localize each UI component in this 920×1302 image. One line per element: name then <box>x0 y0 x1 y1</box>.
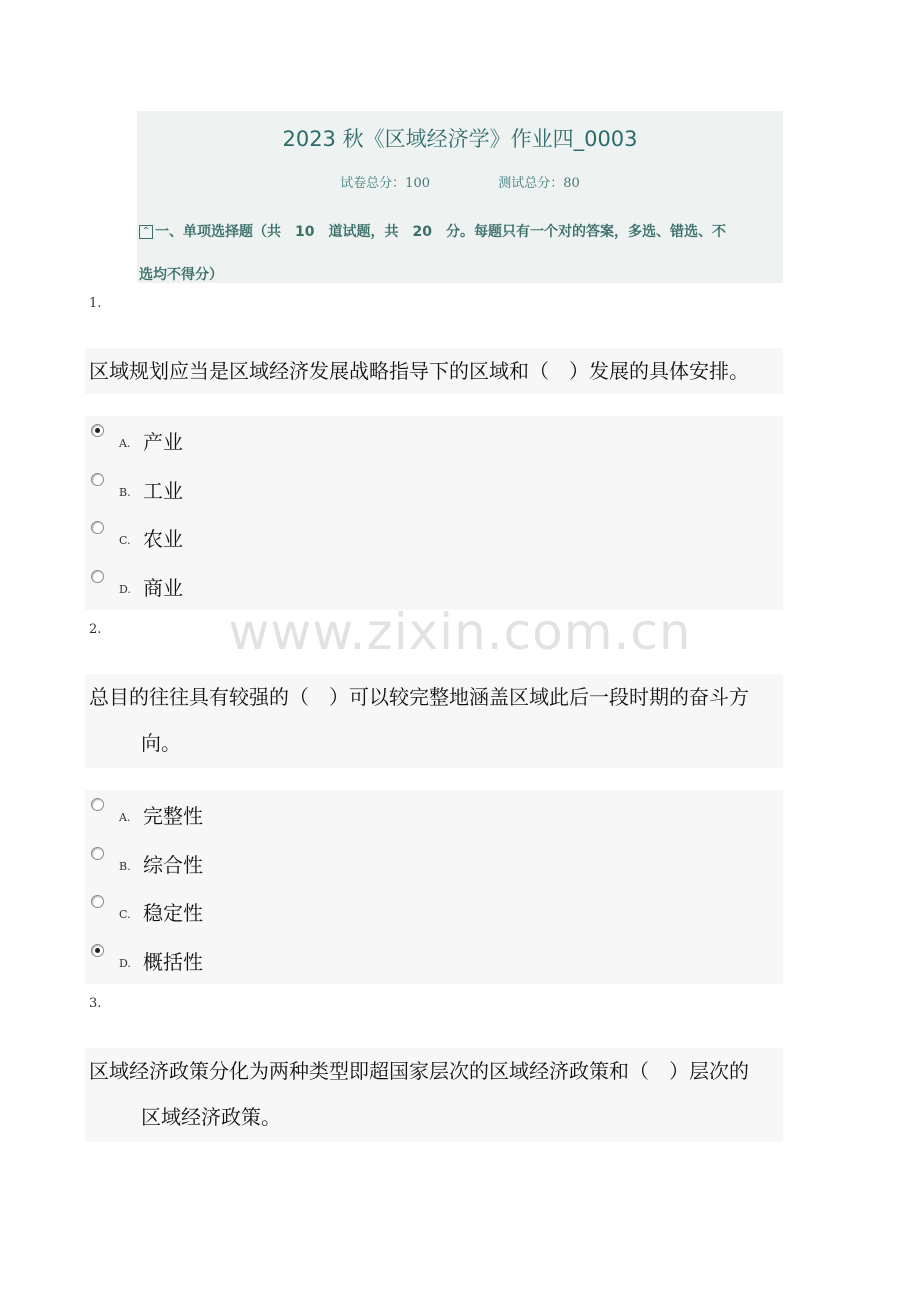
option-c[interactable] <box>85 513 783 562</box>
radio-icon[interactable] <box>91 521 104 534</box>
radio-icon[interactable] <box>91 798 104 811</box>
test-total-score: 测试总分：80 <box>498 176 580 191</box>
radio-icon[interactable] <box>91 847 104 860</box>
option-a[interactable] <box>85 790 783 839</box>
page-title: 2023 秋《区域经济学》作业四_0003 <box>282 127 638 151</box>
section-heading <box>139 211 779 297</box>
section-heading-line1: 一、单项选择题（共 10 道试题，共 20 分。每题只有一个对的答案，多选、错选、不 <box>155 224 726 240</box>
option-text: 产业 <box>143 430 183 454</box>
option-letter: A. <box>119 811 131 824</box>
question-text <box>85 1048 783 1140</box>
option-b[interactable] <box>85 465 783 514</box>
option-letter: B. <box>119 859 131 873</box>
option-a[interactable] <box>85 416 783 465</box>
question-number: 3. <box>89 996 102 1011</box>
radio-icon[interactable] <box>91 570 104 583</box>
option-letter: C. <box>119 534 131 547</box>
option-text: 完整性 <box>143 804 203 828</box>
option-text: 概括性 <box>143 949 203 974</box>
question-text-line1: 区域经济政策分化为两种类型即超国家层次的区域经济政策和（ ）层次的 <box>89 1059 749 1083</box>
option-letter: B. <box>119 485 131 499</box>
collapse-icon[interactable]: ⌃ <box>139 225 153 239</box>
radio-icon[interactable] <box>91 895 104 908</box>
option-d[interactable] <box>85 936 783 985</box>
question-text-line2: 向。 <box>141 731 181 755</box>
question-text-line1: 总目的往往具有较强的（ ）可以较完整地涵盖区域此后一段时期的奋斗方 <box>89 685 749 709</box>
radio-selected-icon[interactable] <box>91 944 104 957</box>
question-text-block <box>85 348 783 394</box>
question-number: 1. <box>89 296 102 311</box>
option-letter: D. <box>119 582 131 596</box>
question-number: 2. <box>89 622 102 637</box>
question-text-block <box>85 674 783 768</box>
paper-total-score: 试卷总分：100 <box>340 176 430 191</box>
watermark: www.zixin.com.cn <box>228 603 692 661</box>
option-letter: D. <box>119 956 131 970</box>
radio-icon[interactable] <box>91 473 104 486</box>
radio-selected-icon[interactable] <box>91 424 104 437</box>
option-text: 稳定性 <box>143 901 203 925</box>
exam-header <box>137 111 783 283</box>
question-text-block <box>85 1048 783 1142</box>
options-list <box>85 790 783 984</box>
option-text: 农业 <box>143 527 183 551</box>
section-heading-line2: 选均不得分） <box>139 267 223 283</box>
option-letter: A. <box>119 437 131 450</box>
option-letter: C. <box>119 908 131 921</box>
option-c[interactable] <box>85 887 783 936</box>
option-text: 工业 <box>143 478 183 503</box>
question-text <box>85 674 783 766</box>
question-text: 区域规划应当是区域经济发展战略指导下的区域和（ ）发展的具体安排。 <box>89 359 749 383</box>
options-list <box>85 416 783 610</box>
option-text: 商业 <box>143 575 183 600</box>
question-text-line2: 区域经济政策。 <box>141 1105 281 1129</box>
score-summary <box>137 172 783 191</box>
option-b[interactable] <box>85 839 783 888</box>
option-text: 综合性 <box>143 852 203 877</box>
